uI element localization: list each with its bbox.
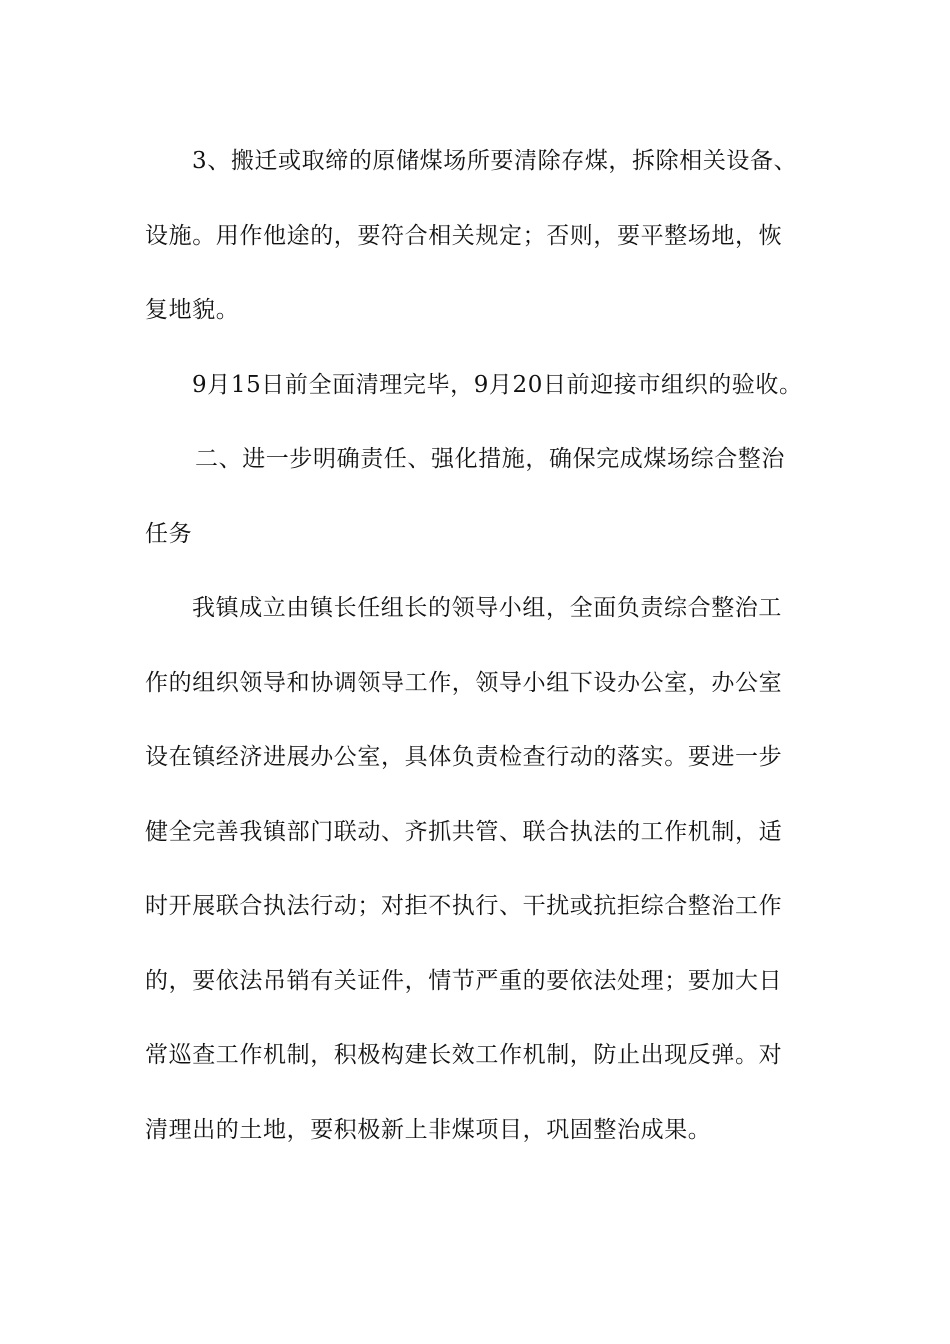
document-body: [145, 124, 807, 1167]
paragraph-item-3: [145, 124, 807, 348]
text-line: 时开展联合执法行动；对拒不执行、干扰或抗拒综合整治工作: [145, 893, 783, 919]
text-line: 复地貌。: [145, 297, 240, 323]
text-line: 我镇成立由镇长任组长的领导小组，全面负责综合整治工: [192, 595, 782, 621]
text-line: 作的组织领导和协调领导工作，领导小组下设办公室，办公室: [145, 669, 783, 696]
text-line: 常巡查工作机制，积极构建长效工作机制，防止出现反弹。对: [145, 1042, 783, 1068]
text-line: 清理出的土地，要积极新上非煤项目，巩固整治成果。: [145, 1116, 712, 1143]
text-line: 的，要依法吊销有关证件，情节严重的要依法处理；要加大日: [145, 967, 783, 994]
text-line: 3、搬迁或取缔的原储煤场所要清除存煤，拆除相关设备、: [192, 148, 798, 174]
paragraph-deadline: [145, 348, 807, 423]
text-line: 设施。用作他途的，要符合相关规定；否则，要平整场地，恢: [145, 222, 783, 249]
text-line: 设在镇经济进展办公室，具体负责检查行动的落实。要进一步: [145, 744, 783, 770]
text-line: 健全完善我镇部门联动、齐抓共管、联合执法的工作机制，适: [145, 818, 783, 845]
text-line: 9月15日前全面清理完毕，9月20日前迎接市组织的验收。: [192, 371, 803, 398]
paragraph-section-body: [145, 571, 807, 1167]
text-line: 二、进一步明确责任、强化措施，确保完成煤场综合整治: [195, 446, 785, 472]
text-line: 任务: [145, 520, 193, 547]
section-heading: [145, 422, 807, 571]
